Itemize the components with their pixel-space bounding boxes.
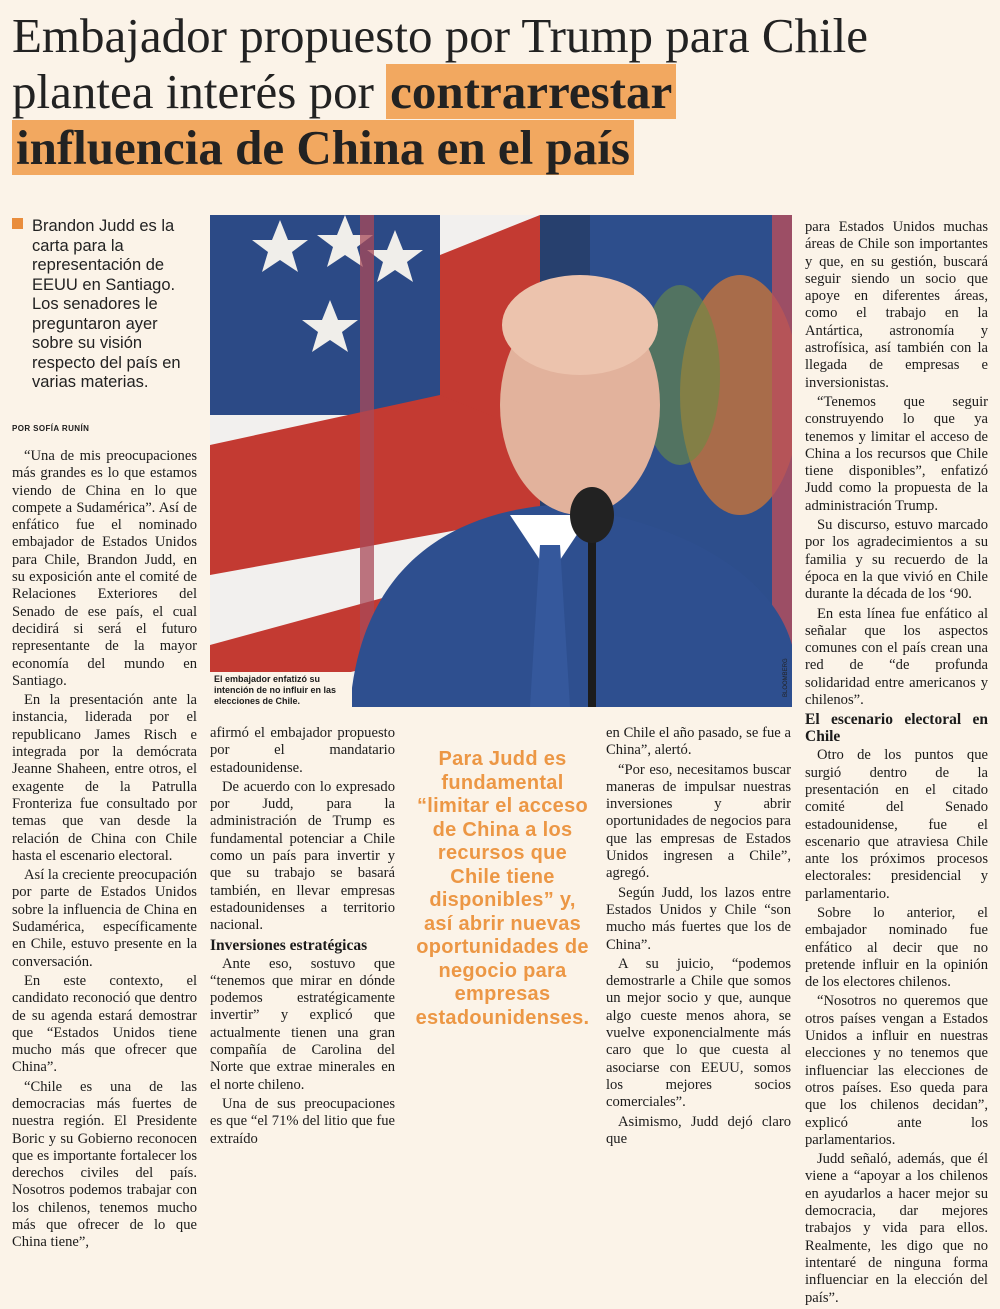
lead-text: Brandon Judd es la carta para la representación de EEUU en Santiago. Los senadores le preguntaron ayer sobre su visión respecto del país en varias materias. (32, 217, 181, 391)
paragraph: en Chile el año pasado, se fue a China”, alertó. (606, 725, 791, 759)
paragraph: “Nosotros no queremos que otros países vengan a Estados Unidos a influir en nuestras elecciones y no tenemos que influenciar las elecciones de otros países. Eso queda para que los chilenos decidan”, explicó ante los parlamentarios. (805, 993, 988, 1148)
subhead-escenario-electoral: El escenario electoral en Chile (805, 711, 988, 746)
headline-highlight-1: contrarrestar (386, 64, 676, 119)
paragraph: A su juicio, “podemos demostrarle a Chile que somos un mejor socio y que, aunque algo cueste menos ahora, se vuelve exponencialmente más caro que lo que cuesta al asociarse con EEUU, somos los mejores socios comerciales”. (606, 955, 791, 1111)
ambassador-photo-illustration (210, 215, 792, 707)
paragraph: Según Judd, los lazos entre Estados Unidos y Chile “son mucho más fuertes que los de China”. (606, 884, 791, 953)
paragraph: Así la creciente preocupación por parte de Estados Unidos sobre la influencia de China en Sudamérica, específicamente en Chile, estuvo presente en la conversación. (12, 867, 198, 970)
paragraph: De acuerdo con lo expresado por Judd, para la administración de Trump es fundamental potenciar a Chile como un país para invertir y que su trabajo se basará también, en llevar empresas estadounidenses a territorio nacional. (210, 778, 395, 934)
article-photo (210, 215, 792, 707)
paragraph: “Por eso, necesitamos buscar maneras de impulsar nuestras inversiones y abrir oportunidades de negocios para que las empresas de Estados Unidos ingresen a Chile”, agregó. (606, 761, 791, 882)
paragraph: En esta línea fue enfático al señalar que los aspectos comunes con el país crean una red de “de profunda solidaridad entre americanos y chilenos”. (805, 605, 988, 709)
paragraph: “Tenemos que seguir construyendo lo que ya tenemos y limitar el acceso de China a los recursos que Chile tiene disponibles”, enfatizó Judd como la propuesta de la administración Trump. (805, 393, 988, 514)
paragraph: Judd señaló, además, que él viene a “apoyar a los chilenos en ayudarlos a hacer mejor su democracia, dar mejores trabajos y vida para ellos. Realmente, les digo que no intentaré de ninguna forma influenciar en la elección del país”. (805, 1151, 988, 1306)
paragraph: Una de sus preocupaciones es que “el 71% del litio que fue extraído (210, 1095, 395, 1147)
headline (12, 8, 992, 176)
photo-caption: El embajador enfatizó su intención de no influir en las elecciones de Chile. (210, 672, 352, 708)
square-bullet-icon (12, 218, 23, 229)
paragraph: Sobre lo anterior, el embajador nominado fue enfático al decir que no pretende influir en la opinión de los electores chilenos. (805, 904, 988, 991)
column-2 (210, 725, 395, 1150)
paragraph: para Estados Unidos muchas áreas de Chile son importantes y que, en su gestión, buscará seguir siendo un socio que apoye en diferentes áreas, como el trabajo en la Antártica, astronomía y astrofísica, así también con la llegada de empresas e inversionistas. (805, 219, 988, 391)
lead-paragraph (12, 217, 200, 393)
paragraph: “Una de mis preocupaciones más grandes es lo que estamos viendo de China en lo que compete a Sudamérica”. Así de enfático fue el nominado embajador de Estados Unidos para Chile, Brandon Judd, en su exposición ante el comité de Relaciones Exteriores del Senado de ese país, el cual decidirá si será el futuro representante de la mayor economía del mundo en Santiago. (12, 448, 197, 689)
subhead-inversiones: Inversiones estratégicas (210, 936, 368, 954)
headline-highlight-2: influencia de China en el país (12, 120, 634, 175)
paragraph: En este contexto, el candidato reconoció que dentro de su agenda estará demostrar que “Estados Unidos tiene mucho más que ofrecer que China”. (12, 972, 197, 1076)
byline: POR SOFÍA RUNÍN (12, 424, 90, 433)
column-5 (805, 219, 988, 1309)
paragraph: Su discurso, estuvo marcado por los agradecimientos a su familia y su recuerdo de la época en la que vivió en Chile durante la década de los ‘90. (805, 517, 988, 603)
paragraph: afirmó el embajador propuesto por el mandatario estadounidense. (210, 725, 395, 776)
column-1 (12, 448, 197, 1254)
pull-quote: Para Judd es fundamental “limitar el acceso de China a los recursos que Chile tiene disponibles” y, así abrir nuevas oportunidades de negocio para empresas estadounidenses. (415, 748, 590, 1029)
photo-credit: BLOOMBERG (783, 658, 789, 697)
paragraph: En la presentación ante la instancia, liderada por el republicano James Risch e integrada por la demócrata Jeanne Shaheen, entre otros, el exagente de la Patrulla Fronteriza fue consultado por temas que van desde la relación de China con Chile hasta el escenario electoral. (12, 692, 197, 864)
headline-plain: Embajador propuesto por Trump para Chile plantea interés por (12, 8, 869, 119)
column-4 (606, 725, 791, 1150)
paragraph: Asimismo, Judd dejó claro que (606, 1113, 791, 1147)
paragraph: Otro de los puntos que surgió dentro de la presentación en el citado comité del Senado estadounidense, fue el escenario que atraviesa Chile ante los próximos procesos electorales: presidencial y parlamentario. (805, 747, 988, 902)
paragraph: Ante eso, sostuvo que “tenemos que mirar en dónde podemos estratégicamente invertir” y explicó que actualmente tienen una gran compañía de Carolina del Norte que extrae minerales en el norte chileno. (210, 955, 395, 1093)
paragraph: “Chile es una de las democracias más fuertes de nuestra región. El Presidente Boric y su Gobierno reconocen que es importante fortalecer los derechos civiles del país. Nosotros podemos trabajar con los chilenos, tenemos mucho más que ofrecer de lo que China tiene”, (12, 1078, 197, 1251)
